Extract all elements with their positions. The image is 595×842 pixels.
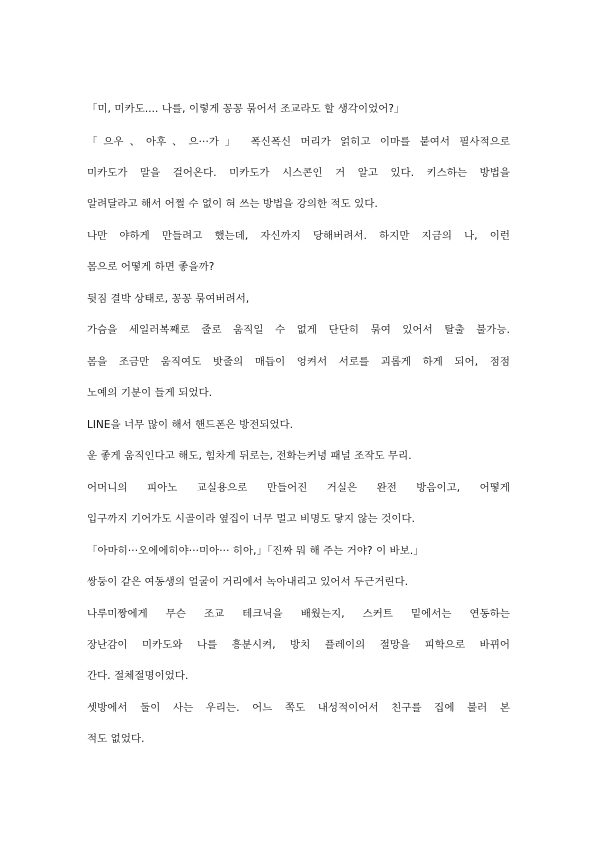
text-line-20: 셋방에서 둘이 사는 우리는. 어느 쪽도 내성적이어서 친구를 집에 불러 본 [87, 702, 510, 714]
text-line-11: LINE을 너무 많이 해서 핸드폰은 방전되었다. [87, 419, 294, 431]
text-line-12: 운 좋게 움직인다고 해도, 힘차게 뒤로는, 전화는커녕 패널 조작도 무리. [87, 450, 412, 462]
text-line-1: 「미, 미카도.... 나를, 이렇게 꽁꽁 묶어서 조교라도 할 생각이었어?」 [87, 103, 405, 115]
text-line-13: 어머니의 피아노 교실용으로 만들어진 거실은 완전 방음이고, 어떻게 [87, 482, 510, 494]
text-line-21: 적도 없었다. [87, 733, 145, 745]
text-line-2: 「으우、아후、으···가」 폭신폭신 머리가 얽히고 이마를 붙여서 필사적으로 [87, 136, 510, 148]
text-line-9: 몸을 조금만 움직여도 밧줄의 매듭이 엉켜서 서로를 괴롭게 하게 되어, 점점 [87, 356, 510, 368]
text-line-4: 알려달라고 해서 어쩔 수 없이 혀 쓰는 방법을 강의한 적도 있다. [87, 198, 378, 210]
text-line-5: 나만 야하게 만들려고 했는데, 자신까지 당해버려서. 하지만 지금의 나, 이런 [87, 230, 510, 242]
text-line-6: 몸으로 어떻게 하면 좋을까? [87, 261, 215, 273]
text-line-10: 노예의 기분이 들게 되었다. [87, 387, 213, 399]
text-line-18: 장난감이 미카도와 나를 흥분시켜, 방치 플레이의 절망을 피학으로 바뀌어 [87, 639, 510, 651]
text-line-15: 「아마히···오에에히야···미아··· 히아,」「진짜 뭐 해 주는 거야? 이 바보.」 [87, 545, 424, 557]
text-line-14: 입구까지 기어가도 시골이라 옆집이 너무 멀고 비명도 닿지 않는 것이다. [87, 513, 416, 525]
text-line-3: 미카도가 말을 걸어온다. 미카도가 시스콘인 거 알고 있다. 키스하는 방법을 [87, 167, 510, 179]
text-line-8: 가슴을 세일러복째로 줄로 움직일 수 없게 단단히 묶여 있어서 탈출 불가능. [87, 324, 510, 336]
text-line-17: 나루미짱에게 무슨 조교 테크닉을 배웠는지, 스커트 밑에서는 연동하는 [87, 608, 510, 620]
text-line-16: 쌍둥이 같은 여동생의 얼굴이 거리에서 녹아내리고 있어서 두근거린다. [87, 576, 409, 588]
text-line-19: 간다. 절체절명이었다. [87, 670, 189, 682]
text-line-7: 뒷짐 결박 상태로, 꽁꽁 묶여버려서, [87, 293, 250, 305]
